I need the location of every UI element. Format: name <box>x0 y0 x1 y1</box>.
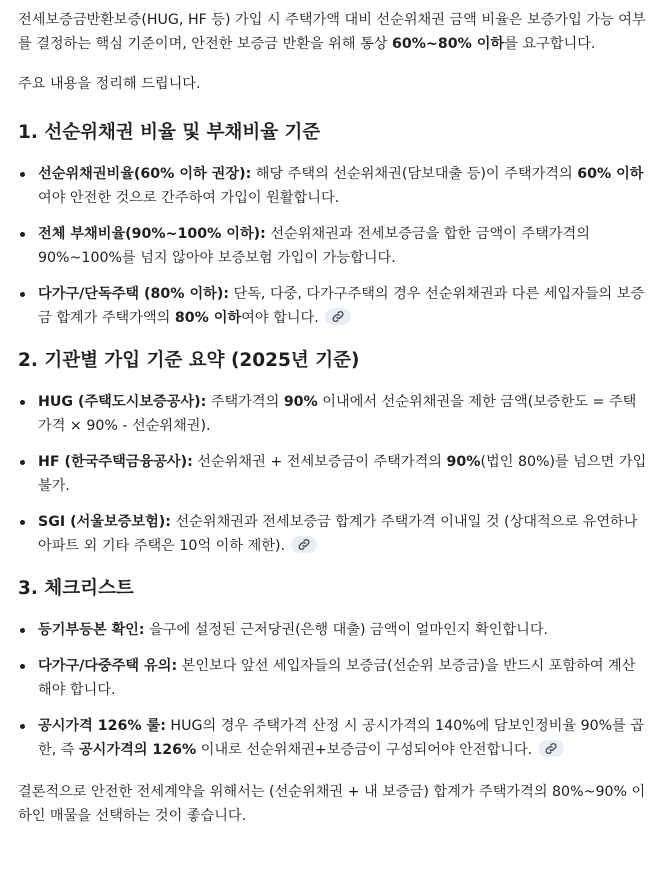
item-text-end: 이내로 선순위채권+보증금이 구성되어야 안전합니다. <box>196 742 533 758</box>
item-text: 선순위채권과 전세보증금을 합한 금액이 주택가격의 90%~100%를 넘지 않아야 보증보험 가입이 가능합니다. <box>38 226 590 266</box>
list-item <box>18 654 649 702</box>
section-2-list <box>18 390 649 558</box>
item-label: 전체 부채비율(90%~100% 이하): <box>38 226 266 242</box>
list-item <box>18 618 649 642</box>
section-2-heading: 2. 기관별 가입 기준 요약 (2025년 기준) <box>18 350 360 371</box>
item-label: 다가구/다중주택 유의: <box>38 658 178 674</box>
list-item <box>18 282 649 330</box>
section-3-list <box>18 618 649 762</box>
list-item <box>18 714 649 762</box>
intro-paragraph <box>18 8 649 56</box>
section-1-list <box>18 162 649 330</box>
item-highlight: 90% <box>283 394 318 410</box>
item-text: 해당 주택의 선순위채권(담보대출 등)이 주택가격의 <box>251 166 578 182</box>
item-text-end: (법인 80%)를 넘으면 가입 불가. <box>38 454 647 494</box>
source-link-chip[interactable] <box>325 308 351 325</box>
item-text: 주택가격의 <box>206 394 284 410</box>
source-link-chip[interactable] <box>291 536 317 553</box>
list-item <box>18 450 649 498</box>
list-item <box>18 162 649 210</box>
item-label: SGI (서울보증보험): <box>38 514 171 530</box>
section-3-heading: 3. 체크리스트 <box>18 578 134 599</box>
item-text: 선순위채권 + 전세보증금이 주택가격의 <box>192 454 447 470</box>
item-label: HF (한국주택금융공사): <box>38 454 193 470</box>
list-item <box>18 390 649 438</box>
item-highlight: 90% <box>446 454 481 470</box>
item-text-end: 이내에서 선순위채권을 제한 금액(보증한도 = 주택가격 × 90% - 선순위채권). <box>38 394 637 434</box>
item-label: 공시가격 126% 룰: <box>38 718 166 734</box>
intro-highlight: 60%~80% 이하 <box>392 36 505 52</box>
list-item <box>18 222 649 270</box>
item-text: 을구에 설정된 근저당권(은행 대출) 금액이 얼마인지 확인합니다. <box>144 622 549 638</box>
item-highlight: 60% 이하 <box>577 166 644 182</box>
item-label: HUG (주택도시보증공사): <box>38 394 207 410</box>
source-link-chip[interactable] <box>538 740 564 757</box>
list-item <box>18 510 649 558</box>
intro-text: 전세보증금반환보증(HUG, HF 등) 가입 시 주택가액 대비 선순위채권 금액 비율은 보증가입 가능 여부를 결정하는 핵심 기준이며, 안전한 보증금 반환을 위해 통상 <box>18 12 646 52</box>
link-icon <box>544 742 558 755</box>
link-icon <box>297 538 311 551</box>
section-1-heading: 1. 선순위채권 비율 및 부채비율 기준 <box>18 122 321 143</box>
conclusion-paragraph: 결론적으로 안전한 전세계약을 위해서는 (선순위채권 + 내 보증금) 합계가 주택가격의 80%~90% 이하인 매물을 선택하는 것이 좋습니다. <box>18 784 646 824</box>
item-label: 다가구/단독주택 (80% 이하): <box>38 286 230 302</box>
item-text: 선순위채권과 전세보증금 합계가 주택가격 이내일 것 (상대적으로 유연하나 아파트 외 기타 주택은 10억 이하 제한). <box>38 514 638 554</box>
item-text: 본인보다 앞선 세입자들의 보증금(선순위 보증금)을 반드시 포함하여 계산해야 합니다. <box>38 658 636 698</box>
item-text-end: 여야 안전한 것으로 간주하여 가입이 원활합니다. <box>38 190 340 206</box>
item-text: HUG의 경우 주택가격 산정 시 공시가격의 140%에 담보인정비율 90%를 곱한, 즉 <box>38 718 645 758</box>
summary-line: 주요 내용을 정리해 드립니다. <box>18 76 201 92</box>
link-icon <box>331 310 345 323</box>
item-text: 단독, 다중, 다가구주택의 경우 선순위채권과 다른 세입자들의 보증금 합계가 주택가액의 <box>38 286 645 326</box>
item-text-end: 여야 합니다. <box>241 310 319 326</box>
item-highlight: 80% 이하 <box>174 310 242 326</box>
item-label: 선순위채권비율(60% 이하 권장): <box>38 166 252 182</box>
item-label: 등기부등본 확인: <box>38 622 145 638</box>
intro-text-end: 를 요구합니다. <box>504 36 596 52</box>
item-highlight: 공시가격의 126% <box>78 742 197 758</box>
